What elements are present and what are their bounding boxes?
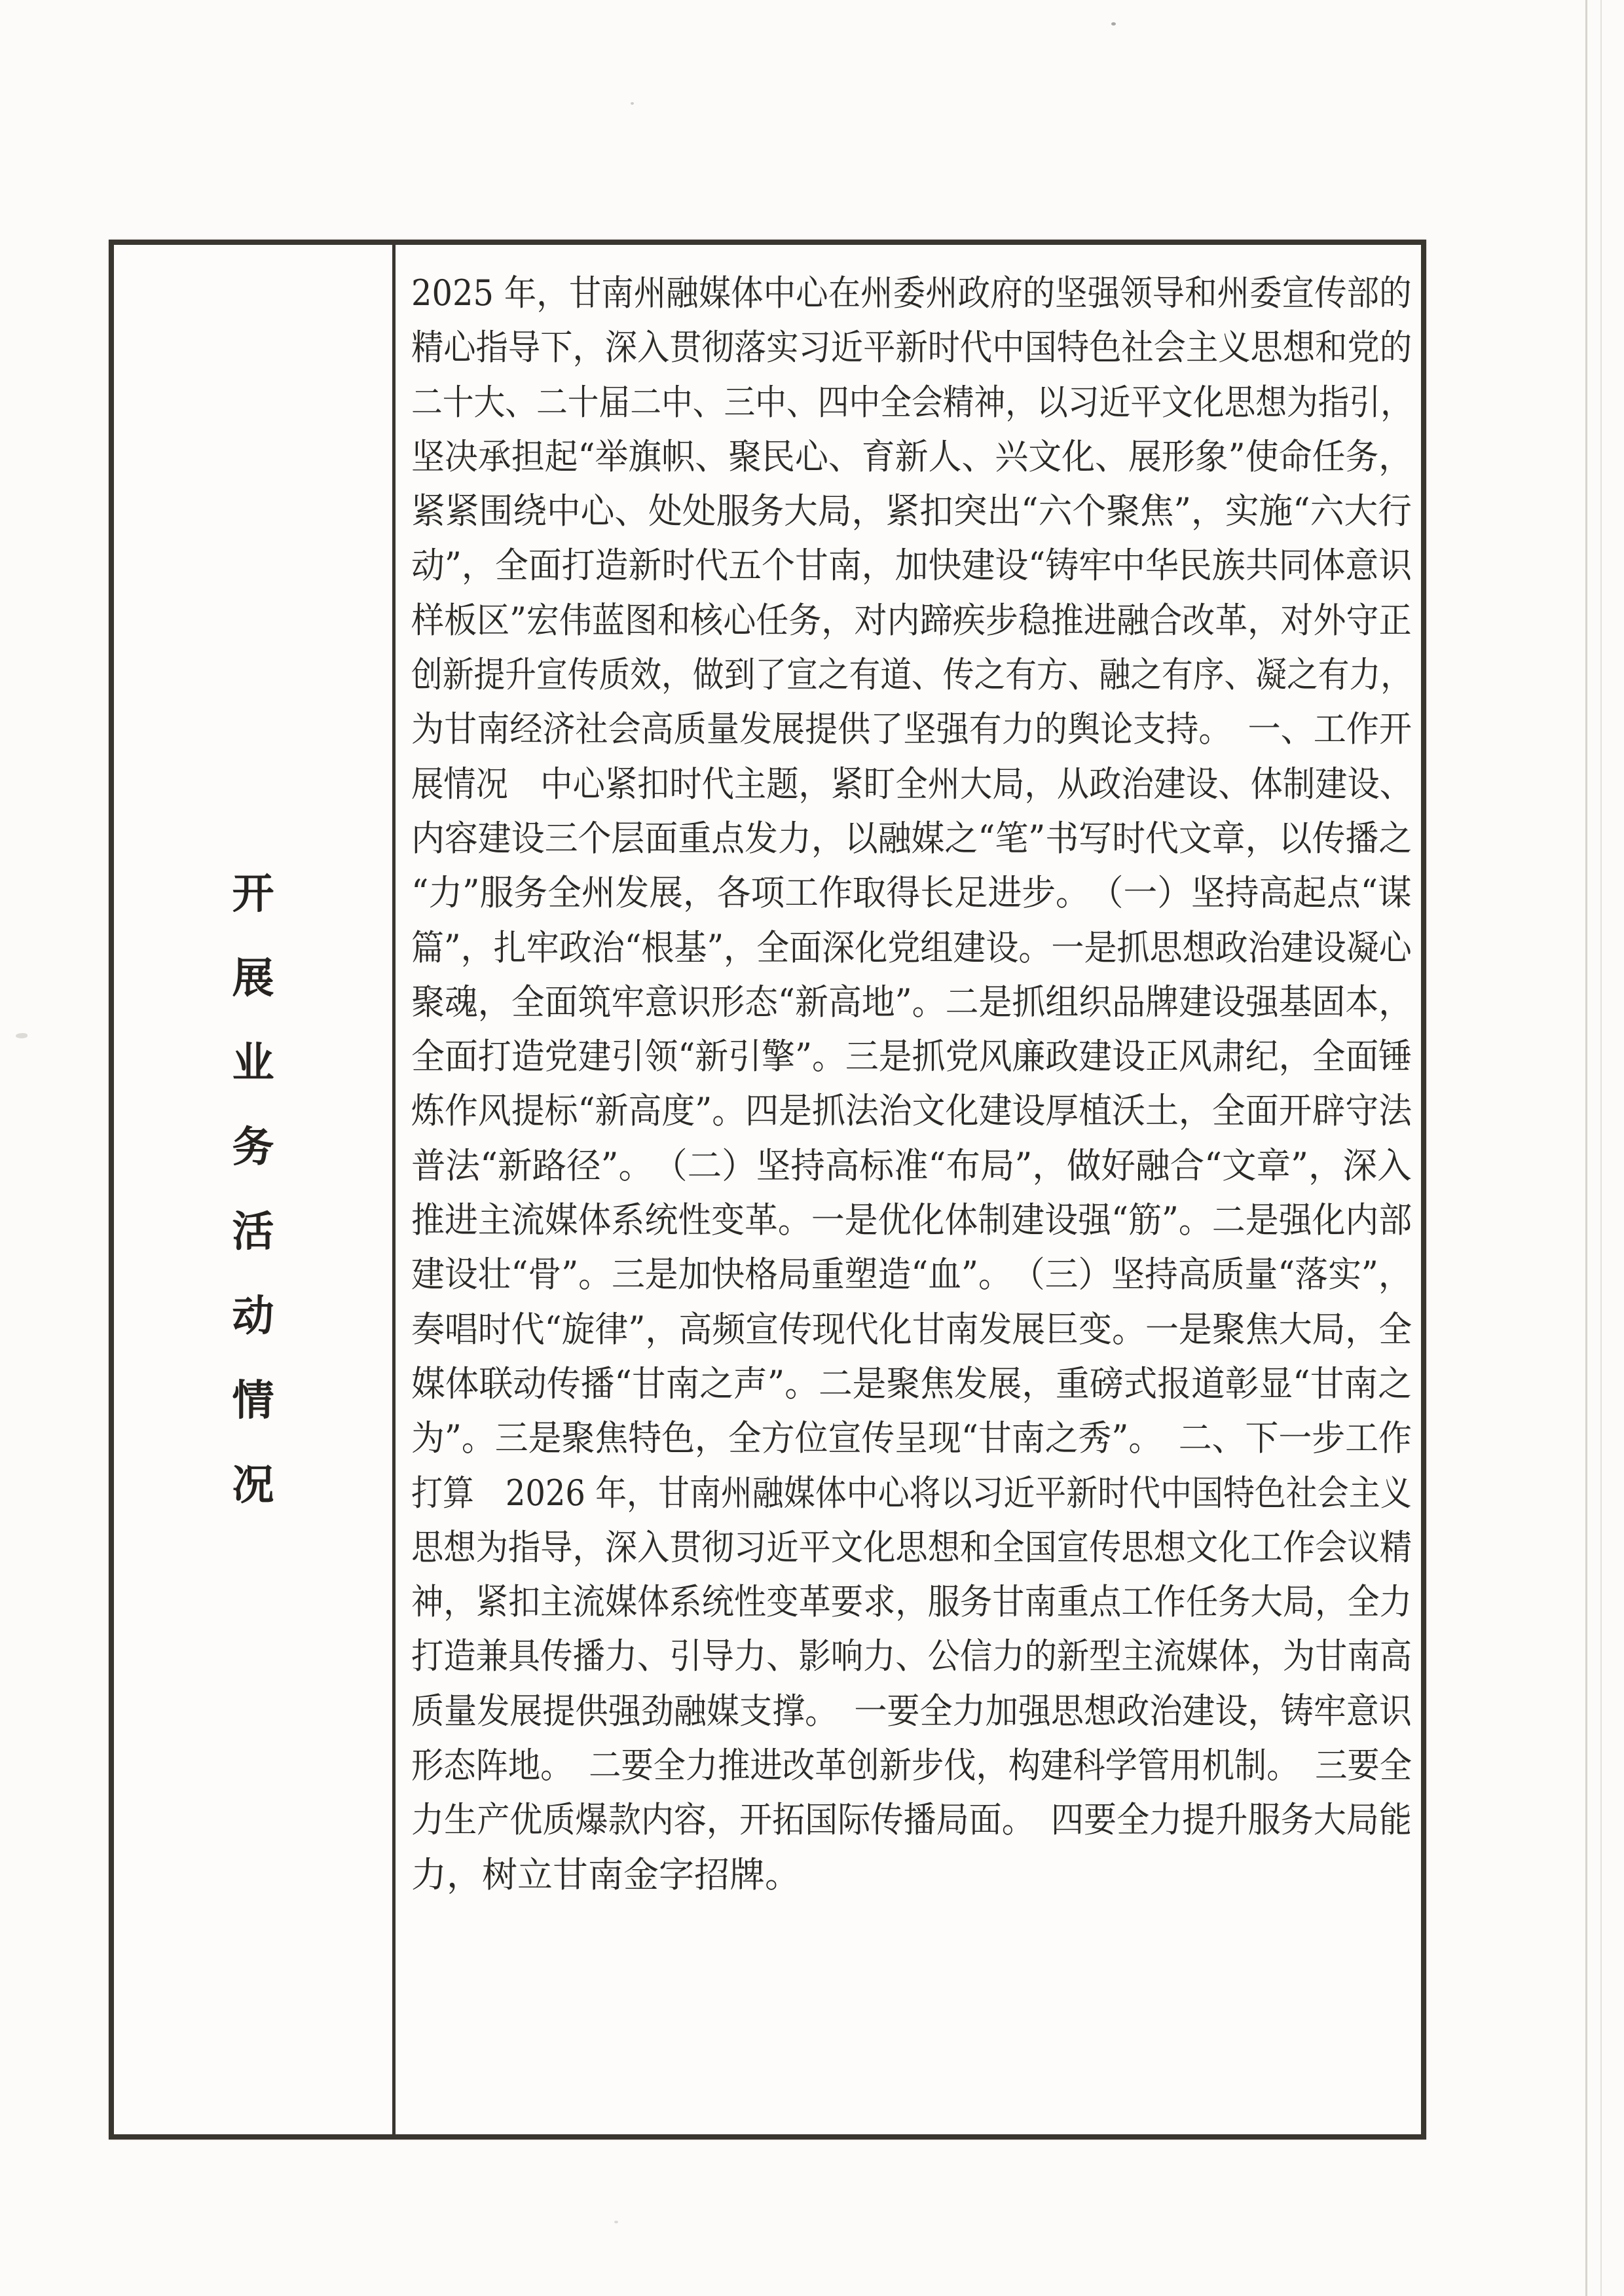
text-line: 质量发展提供强劲融媒支撑。 一要全力加强思想政治建设，铸牢意识	[411, 1690, 1412, 1732]
row-label-char: 况	[232, 1460, 274, 1510]
text-line: 打造兼具传播力、引导力、影响力、公信力的新型主流媒体，为甘南高	[411, 1635, 1412, 1677]
text-line: 动”，全面打造新时代五个甘南，加快建设“铸牢中华民族共同体意识	[411, 545, 1412, 587]
scan-speck	[1111, 22, 1116, 26]
text-line: 力，树立甘南金字招牌。	[411, 1853, 800, 1895]
text-line: 内容建设三个层面重点发力，以融媒之“笔”书写时代文章，以传播之	[411, 817, 1412, 859]
text-line: 形态阵地。 二要全力推进改革创新步伐，构建科学管用机制。 三要全	[411, 1745, 1412, 1787]
text-line: 打算 2026 年，甘南州融媒体中心将以习近平新时代中国特色社会主义	[411, 1472, 1412, 1514]
text-line: 展情况 中心紧扣时代主题，紧盯全州大局，从政治建设、体制建设、	[411, 763, 1412, 805]
text-line: 推进主流媒体系统性变革。一是优化体制建设强“筋”。二是强化内部	[411, 1199, 1412, 1241]
scan-speck	[614, 2221, 618, 2223]
row-label-char: 情	[232, 1376, 274, 1425]
text-line: 聚魂，全面筑牢意识形态“新高地”。二是抓组织品牌建设强基固本，	[411, 981, 1412, 1023]
text-line: 媒体联动传播“甘南之声”。二是聚焦发展，重磅式报道彰显“甘南之	[411, 1362, 1412, 1404]
row-label-char: 展	[232, 953, 274, 1003]
vertical-label	[232, 869, 274, 1510]
text-line: 精心指导下，深入贯彻落实习近平新时代中国特色社会主义思想和党的	[411, 327, 1412, 369]
text-line: 思想为指导，深入贯彻习近平文化思想和全国宣传思想文化工作会议精	[411, 1526, 1412, 1568]
text-line: 炼作风提标“新高度”。四是抓法治文化建设厚植沃土，全面开辟守法	[411, 1090, 1412, 1132]
scan-streak	[1600, 0, 1602, 2296]
text-line: 坚决承担起“举旗帜、聚民心、育新人、兴文化、展形象”使命任务，	[411, 435, 1412, 477]
text-line: 普法“新路径”。 （二）坚持高标准“布局”，做好融合“文章”，深入	[411, 1144, 1412, 1186]
row-label-char: 动	[232, 1291, 274, 1341]
row-label-char: 业	[232, 1038, 274, 1087]
row-label-char: 活	[232, 1207, 274, 1256]
text-line: 篇”，扎牢政治“根基”，全面深化党组建设。一是抓思想政治建设凝心	[411, 926, 1412, 968]
text-line: 力生产优质爆款内容，开拓国际传播局面。 四要全力提升服务大局能	[411, 1799, 1412, 1841]
text-line: 为”。三是聚焦特色，全方位宣传呈现“甘南之秀”。 二、下一步工作	[411, 1417, 1412, 1459]
row-content-cell	[396, 245, 1421, 2134]
text-line: 为甘南经济社会高质量发展提供了坚强有力的舆论支持。 一、工作开	[411, 708, 1412, 750]
scan-speck	[16, 1033, 28, 1038]
row-label-cell	[114, 245, 396, 2134]
text-line: 神，紧扣主流媒体系统性变革要求，服务甘南重点工作任务大局，全力	[411, 1581, 1412, 1623]
text-line: 样板区”宏伟蓝图和核心任务，对内蹄疾步稳推进融合改革，对外守正	[411, 599, 1412, 641]
text-line: 紧紧围绕中心、处处服务大局，紧扣突出“六个聚焦”，实施“六大行	[411, 490, 1412, 532]
text-line: 创新提升宣传质效，做到了宣之有道、传之有方、融之有序、凝之有力，	[411, 654, 1412, 696]
text-line: 奏唱时代“旋律”，高频宣传现代化甘南发展巨变。一是聚焦大局，全	[411, 1308, 1412, 1350]
text-line: 全面打造党建引领“新引擎”。三是抓党风廉政建设正风肃纪，全面锤	[411, 1036, 1412, 1078]
text-line: 2025 年，甘南州融媒体中心在州委州政府的坚强领导和州委宣传部的	[411, 272, 1412, 314]
report-text	[411, 266, 1412, 1902]
scan-speck	[631, 102, 634, 105]
text-line: “力”服务全州发展，各项工作取得长足进步。 （一）坚持高起点“谋	[411, 872, 1412, 914]
row-label-char: 开	[232, 869, 274, 919]
text-line: 建设壮“骨”。三是加快格局重塑造“血”。 （三）坚持高质量“落实”，	[411, 1254, 1412, 1296]
row-label-char: 务	[232, 1122, 274, 1172]
text-line: 二十大、二十届二中、三中、四中全会精神，以习近平文化思想为指引，	[411, 381, 1412, 423]
report-table	[109, 240, 1426, 2140]
scan-streak	[1585, 0, 1587, 2296]
